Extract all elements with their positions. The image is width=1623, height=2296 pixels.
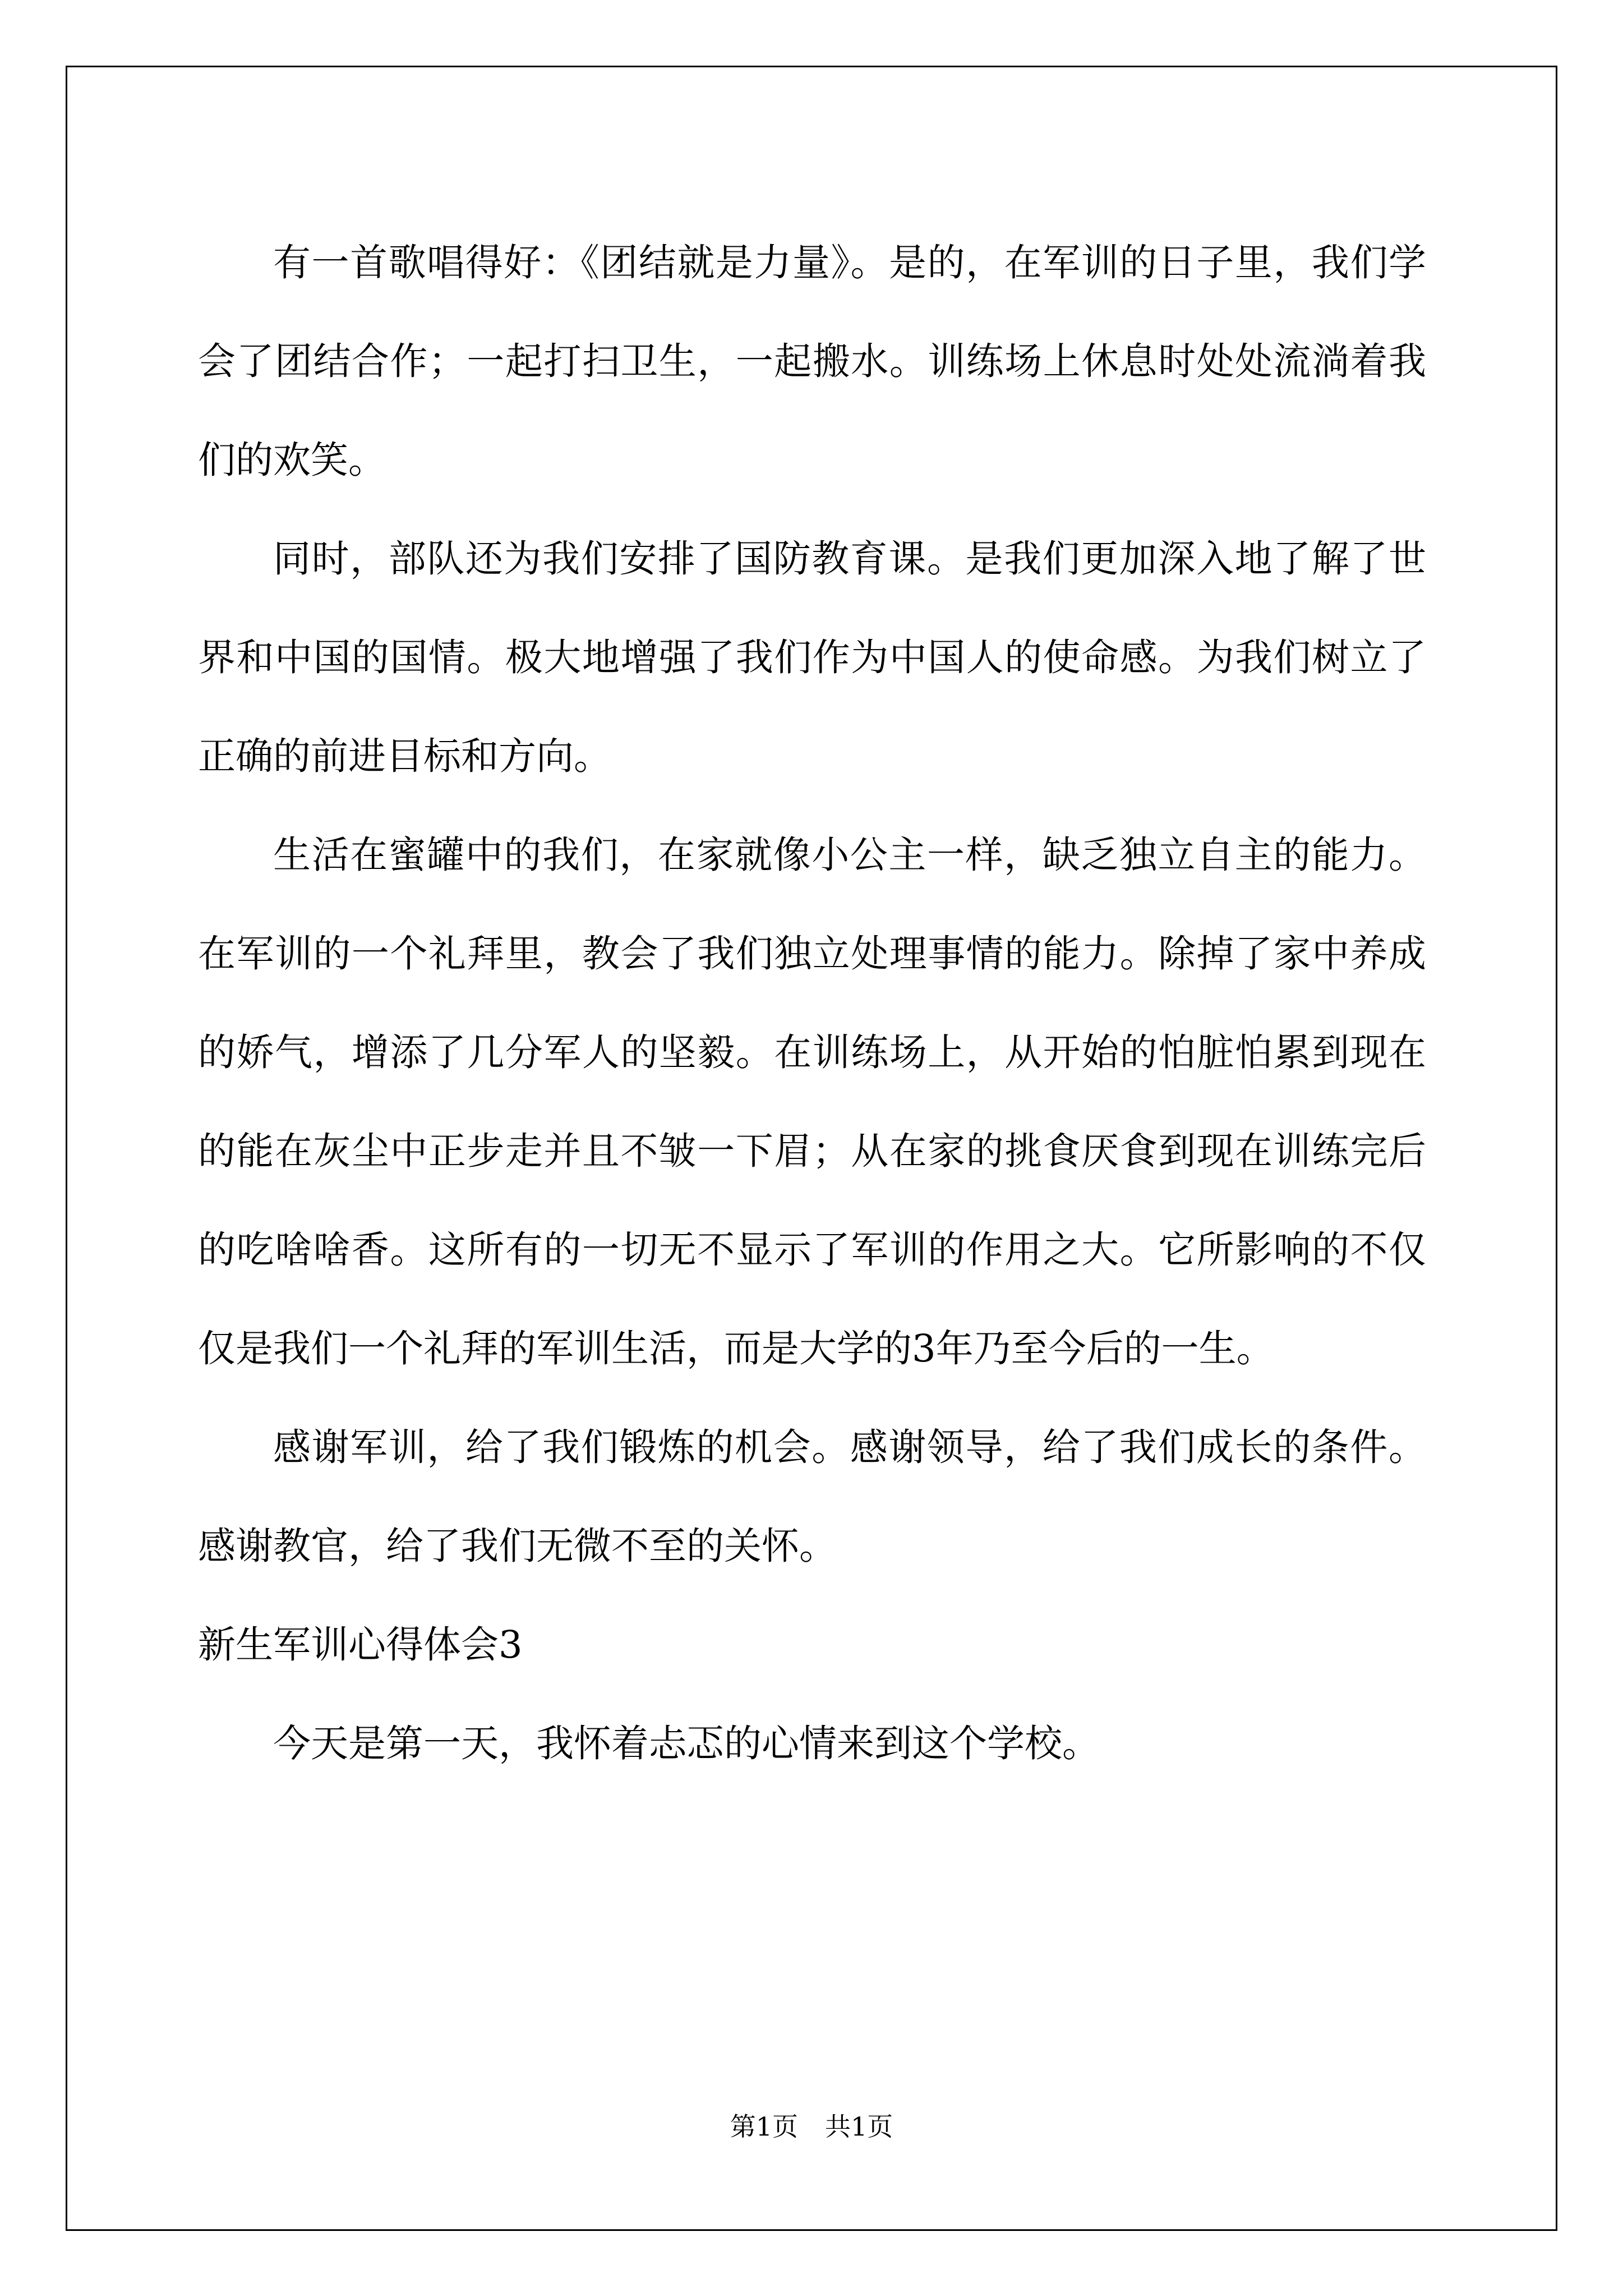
paragraph: 今天是第一天，我怀着忐忑的心情来到这个学校。: [273, 1722, 1100, 1765]
paragraph: 感谢军训，给了我们锻炼的机会。感谢领导，给了我们成长的条件。感谢教官，给了我们无微不至的关怀。: [198, 1425, 1426, 1568]
document-body: [198, 213, 1426, 1793]
section-heading: 新生军训心得体会3: [198, 1623, 523, 1667]
paragraph: 有一首歌唱得好：《团结就是力量》。是的，在军训的日子里，我们学会了团结合作；一起打扫卫生，一起搬水。训练场上休息时处处流淌着我们的欢笑。: [198, 241, 1426, 482]
paragraph: 同时，部队还为我们安排了国防教育课。是我们更加深入地了解了世界和中国的国情。极大地增强了我们作为中国人的使命感。为我们树立了正确的前进目标和方向。: [198, 537, 1426, 778]
page-number-total: 共1页: [825, 2111, 893, 2142]
page-footer: [0, 2106, 1623, 2143]
page-number-current: 第1页: [730, 2111, 798, 2142]
paragraph: 生活在蜜罐中的我们，在家就像小公主一样，缺乏独立自主的能力。在军训的一个礼拜里，教会了我们独立处理事情的能力。除掉了家中养成的娇气，增添了几分军人的坚毅。在训练场上，从开始的怕脏怕累到现在的能在灰尘中正步走并且不皱一下眉；从在家的挑食厌食到现在训练完后的吃啥啥香。这所有的一切无不显示了军训的作用之大。它所影响的不仅仅是我们一个礼拜的军训生活，而是大学的3年乃至今后的一生。: [198, 833, 1426, 1370]
